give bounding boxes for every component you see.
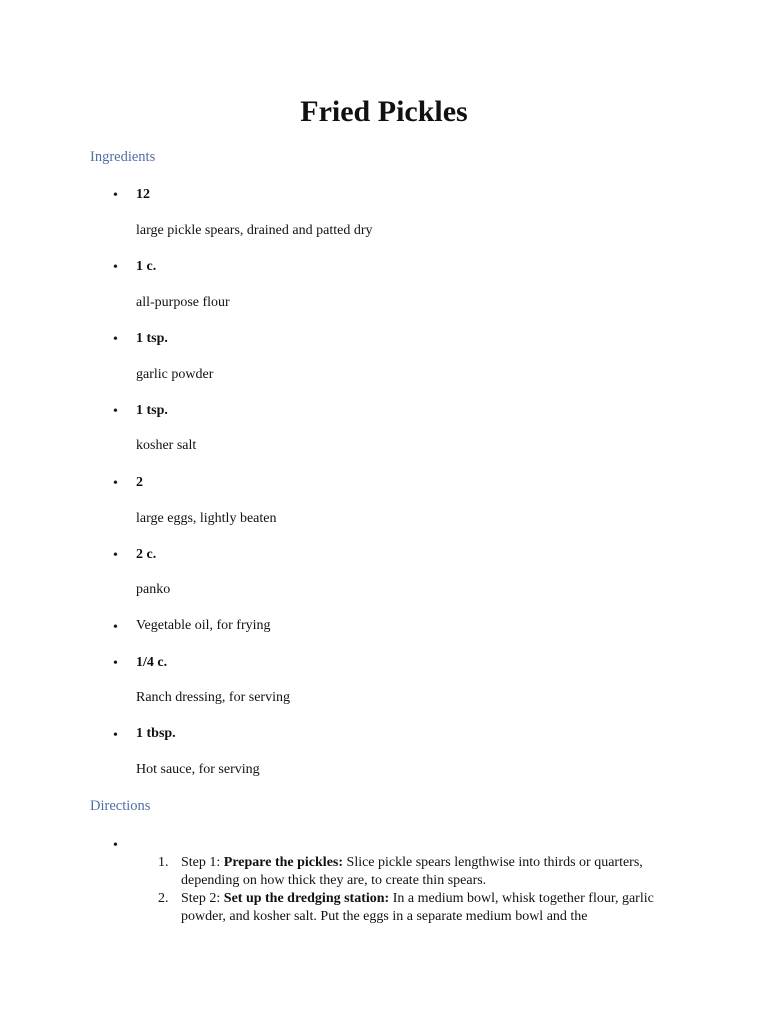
- bullet-icon: •: [113, 404, 118, 419]
- ingredient-quantity: 1 tsp.: [136, 331, 168, 346]
- bullet-icon: •: [113, 332, 118, 347]
- bullet-icon: •: [113, 620, 118, 635]
- ingredient-quantity: 2 c.: [136, 547, 157, 562]
- ingredient-quantity: 1 tbsp.: [136, 726, 176, 741]
- direction-step: [158, 890, 658, 926]
- step-title: Prepare the pickles:: [223, 855, 344, 870]
- ingredient-quantity: 1 tsp.: [136, 403, 168, 418]
- ingredient-quantity: 2: [136, 475, 143, 490]
- step-number: 2.: [158, 891, 169, 906]
- bullet-icon: •: [113, 476, 118, 491]
- ingredient-description: all-purpose flour: [136, 295, 230, 310]
- ingredient-quantity: 1/4 c.: [136, 655, 168, 670]
- ingredient-quantity: 1 c.: [136, 259, 157, 274]
- step-prefix: Step 1:: [181, 855, 224, 870]
- bullet-icon: •: [113, 260, 118, 275]
- page-title: Fried Pickles: [300, 95, 468, 128]
- ingredient-description: large pickle spears, drained and patted dry: [136, 223, 373, 238]
- step-text: [181, 891, 654, 924]
- directions-list: [158, 854, 658, 926]
- bullet-icon: •: [113, 728, 118, 743]
- ingredient-description: kosher salt: [136, 438, 197, 453]
- step-body: In a medium bowl, whisk together flour, garlic powder, and kosher salt. Put the eggs in a separate medium bowl and the: [181, 891, 654, 924]
- step-number: 1.: [158, 855, 169, 870]
- directions-heading: Directions: [90, 798, 151, 814]
- ingredient-description: Ranch dressing, for serving: [136, 690, 290, 705]
- ingredient-description: garlic powder: [136, 367, 214, 382]
- ingredient-quantity: Vegetable oil, for frying: [136, 618, 271, 633]
- step-title: Set up the dredging station:: [223, 891, 390, 906]
- ingredient-description: large eggs, lightly beaten: [136, 511, 277, 526]
- ingredients-heading: Ingredients: [90, 149, 156, 165]
- bullet-icon: •: [113, 838, 118, 853]
- step-text: [181, 855, 643, 888]
- step-body: Slice pickle spears lengthwise into thirds or quarters, depending on how thick they are, to create thin spears.: [181, 855, 643, 888]
- ingredient-description: Hot sauce, for serving: [136, 762, 260, 777]
- step-prefix: Step 2:: [181, 891, 224, 906]
- bullet-icon: •: [113, 188, 118, 203]
- direction-step: [158, 854, 658, 890]
- ingredient-quantity: 12: [136, 187, 150, 202]
- bullet-icon: •: [113, 548, 118, 563]
- bullet-icon: •: [113, 656, 118, 671]
- ingredient-description: panko: [136, 582, 171, 597]
